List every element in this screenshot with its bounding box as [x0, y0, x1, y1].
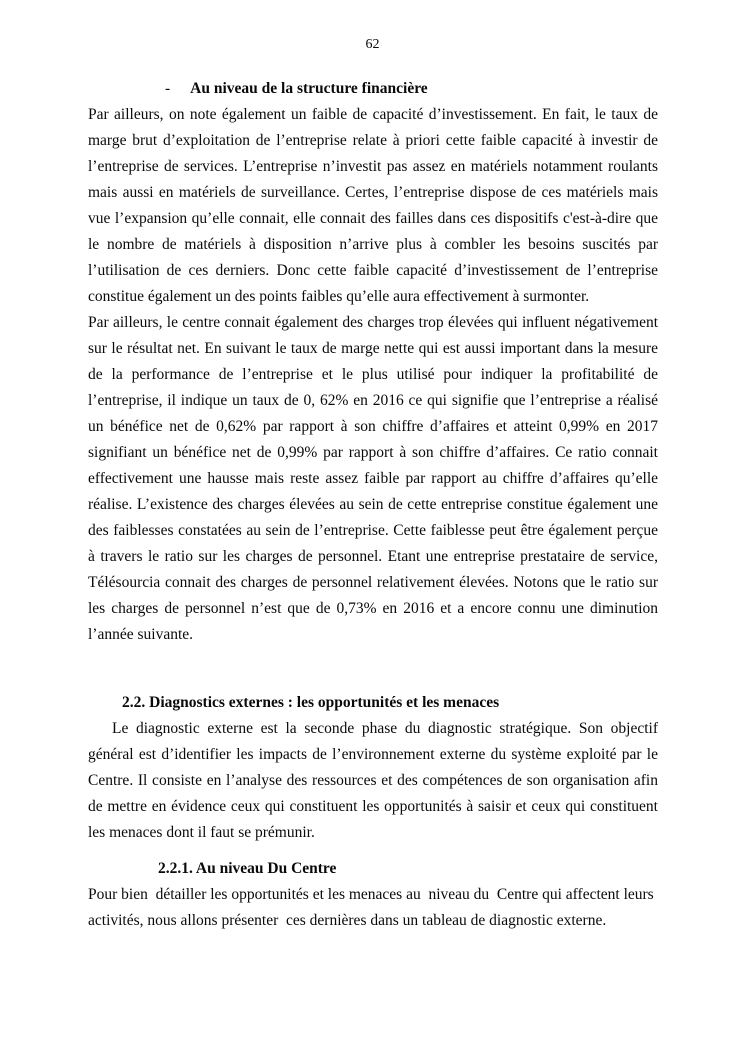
paragraph-diagnostic-externe: Le diagnostic externe est la seconde phase du diagnostic stratégique. Son objectif général est d’identifier les impacts de l’environnement externe du système exploité par le Centre. Il consiste en l’analyse des ressources et des compétences de son organisation afin de mettre en évidence ceux qui constituent les opportunités à saisir et ceux qui constituent les menaces dont il faut se prémunir. [88, 720, 658, 841]
heading-niveau-du-centre: 2.2.1. Au niveau Du Centre [158, 860, 337, 877]
bullet-dash: - [165, 80, 171, 97]
paragraph-niveau-du-centre: Pour bien détailler les opportunités et les menaces au niveau du Centre qui affectent leurs activités, nous allons présenter ces dernières dans un tableau de diagnostic externe. [88, 886, 658, 929]
page-number: 62 [365, 37, 380, 52]
heading-structure-financiere-label: Au niveau de la structure financière [190, 80, 428, 97]
heading-structure-financiere [88, 76, 658, 102]
heading-diagnostics-externes: 2.2. Diagnostics externes : les opportunités et les menaces [122, 694, 500, 711]
paragraph-charges: Par ailleurs, le centre connait également des charges trop élevées qui influent négativement sur le résultat net. En suivant le taux de marge nette qui est aussi important dans la mesure de la performance de l’entreprise et le plus utilisé pour indiquer la profitabilité de l’entreprise, il indique un taux de 0, 62% en 2016 ce qui signifie que l’entreprise a réalisé un bénéfice net de 0,62% par rapport à son chiffre d’affaires et atteint 0,99% en 2017 signifiant un bénéfice net de 0,99% par rapport à son chiffre d’affaires. Ce ratio connait effectivement une hausse mais reste assez faible par rapport au chiffre d’affaires qu’elle réalise. L’existence des charges élevées au sein de cette entreprise constitue également une des faiblesses constatées au sein de l’entreprise. Cette faiblesse peut être également perçue à travers le ratio sur les charges de personnel. Etant une entreprise prestataire de service, Télésourcia connait des charges de personnel relativement élevées. Notons que le ratio sur les charges de personnel n’est que de 0,73% en 2016 et a encore connu une diminution l’année suivante. [88, 314, 658, 643]
paragraph-investissement: Par ailleurs, on note également un faible de capacité d’investissement. En fait, le taux de marge brut d’exploitation de l’entreprise relate à priori cette faible capacité à investir de l’entreprise de services. L’entreprise n’investit pas assez en matériels notamment roulants mais aussi en matériels de surveillance. Certes, l’entreprise dispose de ces matériels mais vue l’expansion qu’elle connait, elle connait des failles dans ces dispositifs c'est-à-dire que le nombre de matériels à disposition n’arrive plus à combler les besoins suscités par l’utilisation de ces derniers. Donc cette faible capacité d’investissement de l’entreprise constitue également un des points faibles qu’elle aura effectivement à surmonter. [88, 106, 658, 305]
page-content [88, 76, 658, 934]
